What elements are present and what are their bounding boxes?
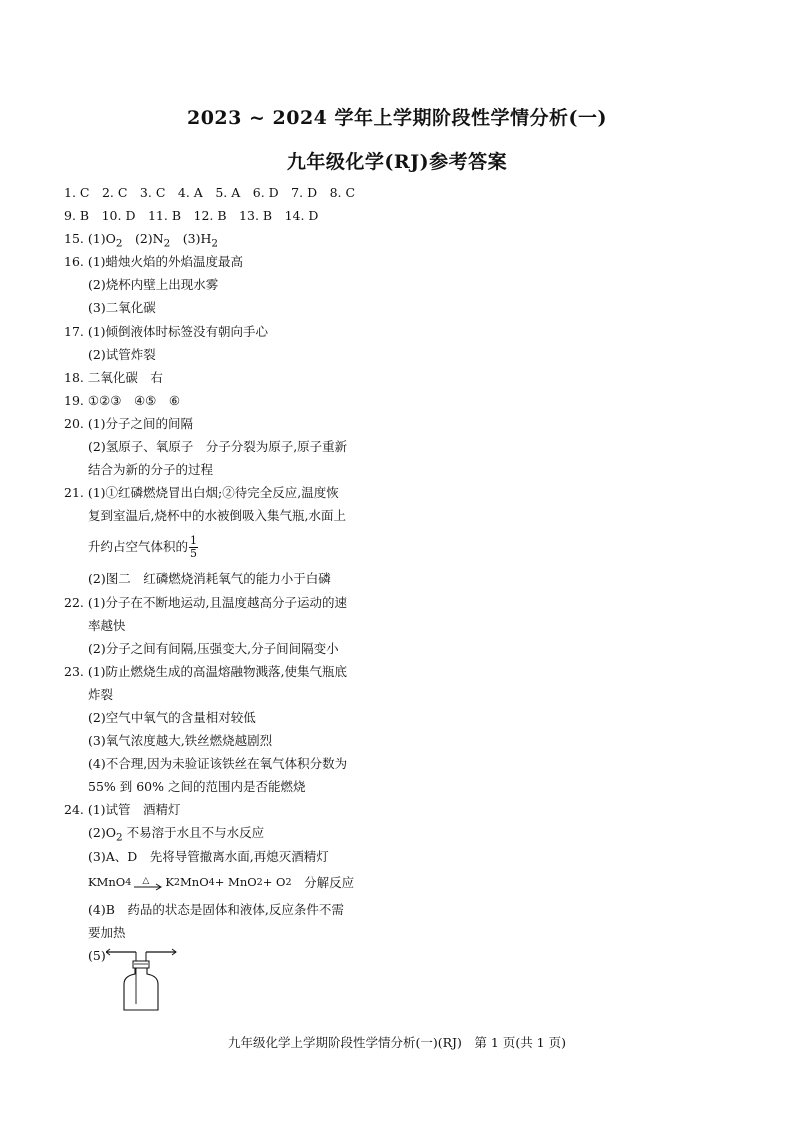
chemical-equation: KMnO 4 △ K 2 MnO 4 + MnO 2 + O 2 分解反应	[64, 868, 394, 898]
answer-15: 15. $(1)O_2$ $(2)N_2$ $(3)H_2$	[64, 231, 218, 250]
page-footer: 九年级化学上学期阶段性学情分析(一)(RJ) 第 1 页(共 1 页)	[228, 1035, 566, 1050]
answer-20-3: 结合为新的分子的过程	[88, 462, 214, 478]
answer-23-6: 55% 到 60% 之间的范围内是否能燃烧	[88, 779, 306, 795]
fraction-one-fifth: $\frac{1}{5}$	[190, 534, 198, 561]
answer-22-3: (2)分子之间有间隔,压强变大,分子间间隔变小	[88, 640, 339, 656]
answer-24-5: 要加热	[88, 924, 126, 940]
heat-condition: △	[142, 875, 150, 886]
answer-20-1: 20. (1)分子之间的间隔	[64, 415, 194, 431]
reaction-arrow-icon	[133, 876, 163, 890]
answer-21-3: 升约占空气体积的 $\frac{1}{5}$	[88, 534, 198, 561]
answer-17-1: 17. (1)倾倒液体时标签没有朝向手心	[64, 323, 269, 339]
answer-23-1: 23. (1)防止燃烧生成的高温熔融物溅落,使集气瓶底	[64, 663, 348, 679]
mc-answers-row-1: 1. C 2. C 3. C 4. A 5. A 6. D 7. D 8. C	[64, 185, 356, 200]
answer-19: 19. ①②③ ④⑤ ⑥	[64, 392, 181, 408]
document-title: 2023 ~ 2024 学年上学期阶段性学情分析(一)	[186, 107, 607, 129]
answer-24-1: 24. (1)试管 酒精灯	[64, 802, 181, 818]
answer-24-4: (4)B 药品的状态是固体和液体,反应条件不需	[88, 901, 344, 917]
answer-24-2: $(2)O_2$ 不易溶于水且不与水反应	[88, 825, 265, 844]
answer-23-3: (2)空气中氧气的含量相对较低	[88, 709, 256, 725]
answer-20-2: (2)氢原子、氧原子 分子分裂为原子,原子重新	[88, 439, 348, 455]
answer-list	[64, 181, 394, 1024]
answer-18: 18. 二氧化碳 右	[64, 369, 163, 385]
answer-21-1: 21. (1)①红磷燃烧冒出白烟;②待完全反应,温度恢	[64, 485, 339, 501]
answer-23-5: (4)不合理,因为未验证该铁丝在氧气体积分数为	[88, 756, 348, 772]
answer-23-2: 炸裂	[88, 686, 114, 702]
answer-16-1: 16. (1)蜡烛火焰的外焰温度最高	[64, 254, 244, 270]
answer-21-2: 复到室温后,烧杯中的水被倒吸入集气瓶,水面上	[88, 508, 346, 524]
document-subtitle: 九年级化学(RJ)参考答案	[286, 151, 508, 173]
answer-22-2: 率越快	[88, 617, 126, 633]
answer-21-4: (2)图二 红磷燃烧消耗氧气的能力小于白磷	[88, 571, 331, 587]
answer-17-2: (2)试管炸裂	[88, 346, 156, 362]
answer-16-3: (3)二氧化碳	[88, 300, 156, 316]
gas-bottle-apparatus-icon	[106, 944, 178, 1019]
mc-answers-row-2: 9. B 10. D 11. B 12. B 13. B 14. D	[64, 208, 319, 224]
answer-24-3: (3)A、D 先将导管撤离水面,再熄灭酒精灯	[88, 848, 329, 864]
answer-22-1: 22. (1)分子在不断地运动,且温度越高分子运动的速	[64, 594, 348, 610]
answer-23-4: (3)氧气浓度越大,铁丝燃烧越剧烈	[88, 733, 273, 749]
answer-16-2: (2)烧杯内壁上出现水雾	[88, 277, 219, 293]
answer-24-6: (5)	[64, 944, 394, 1024]
